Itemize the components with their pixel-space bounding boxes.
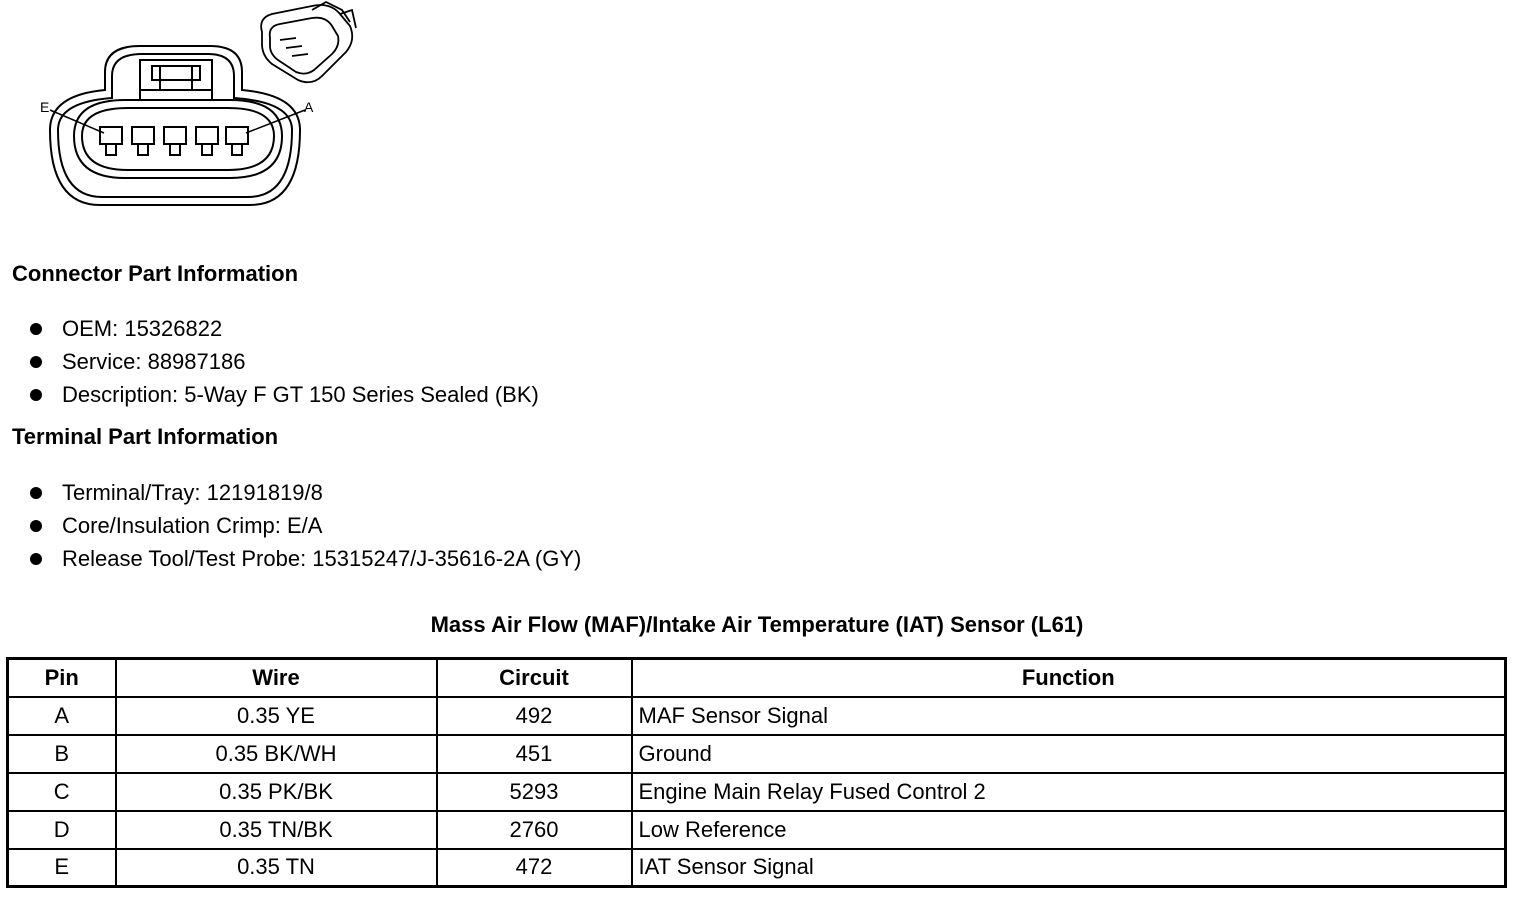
header-circuit: Circuit [437, 659, 632, 697]
terminal-part-info-list [28, 476, 581, 575]
table-row [8, 811, 1506, 849]
cell-circuit: 492 [437, 697, 632, 735]
terminal-part-info-title: Terminal Part Information [12, 424, 279, 449]
connector-part-info-title: Connector Part Information [12, 261, 299, 286]
cell-function: Engine Main Relay Fused Control 2 [632, 773, 1506, 811]
cavity-b [196, 127, 218, 155]
pin-label-e: E [40, 99, 50, 115]
table-row [8, 773, 1506, 811]
cell-pin: A [8, 697, 116, 735]
list-item-text: Release Tool/Test Probe: 15315247/J-35616-2A (GY) [62, 546, 582, 571]
bullet-icon [30, 389, 42, 401]
connector-thumbnail-icon [261, 2, 356, 82]
cell-pin: B [8, 735, 116, 773]
list-item-text: Service: 88987186 [62, 349, 246, 374]
list-item [28, 509, 581, 542]
cell-function: MAF Sensor Signal [632, 697, 1506, 735]
table-row [8, 735, 1506, 773]
cell-pin: E [8, 849, 116, 887]
cell-circuit: 472 [437, 849, 632, 887]
cell-wire: 0.35 TN/BK [116, 811, 437, 849]
list-item-text: OEM: 15326822 [62, 316, 223, 341]
cavity-e [100, 127, 122, 155]
cell-wire: 0.35 BK/WH [116, 735, 437, 773]
list-item [28, 378, 539, 411]
pinout-table [6, 657, 1507, 888]
table-title: Mass Air Flow (MAF)/Intake Air Temperature (IAT) Sensor (L61) [430, 612, 1084, 637]
table-row [8, 697, 1506, 735]
cavity-a [226, 127, 248, 155]
list-item [28, 312, 539, 345]
cell-wire: 0.35 PK/BK [116, 773, 437, 811]
bullet-icon [30, 487, 42, 499]
list-item [28, 345, 539, 378]
cell-pin: D [8, 811, 116, 849]
table-header-row [8, 659, 1506, 697]
cell-circuit: 5293 [437, 773, 632, 811]
header-function: Function [632, 659, 1506, 697]
cell-pin: C [8, 773, 116, 811]
connector-diagram [0, 0, 380, 230]
bullet-icon [30, 356, 42, 368]
header-pin: Pin [8, 659, 116, 697]
table-row [8, 849, 1506, 887]
connector-part-info-list [28, 312, 539, 411]
cell-function: IAT Sensor Signal [632, 849, 1506, 887]
cell-wire: 0.35 YE [116, 697, 437, 735]
bullet-icon [30, 553, 42, 565]
list-item [28, 476, 581, 509]
list-item-text: Terminal/Tray: 12191819/8 [62, 480, 323, 505]
cavity-c [164, 127, 186, 155]
list-item-text: Core/Insulation Crimp: E/A [62, 513, 323, 538]
cell-wire: 0.35 TN [116, 849, 437, 887]
bullet-icon [30, 323, 42, 335]
cell-function: Ground [632, 735, 1506, 773]
cell-function: Low Reference [632, 811, 1506, 849]
cell-circuit: 2760 [437, 811, 632, 849]
list-item-text: Description: 5-Way F GT 150 Series Sealed (BK) [62, 382, 539, 407]
pin-label-a: A [304, 99, 314, 115]
list-item [28, 542, 581, 575]
cavity-d [132, 127, 154, 155]
bullet-icon [30, 520, 42, 532]
header-wire: Wire [116, 659, 437, 697]
cell-circuit: 451 [437, 735, 632, 773]
